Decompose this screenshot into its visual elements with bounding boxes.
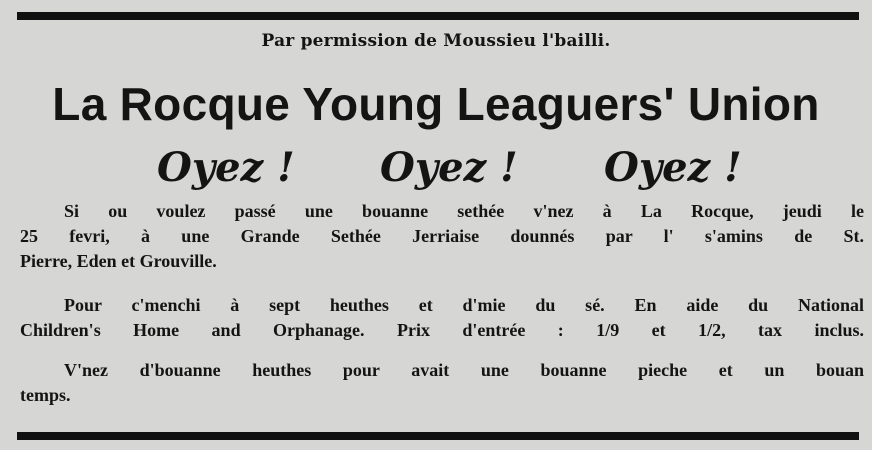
paragraph-invitation	[20, 199, 864, 274]
paragraph-line: Pierre, Eden et Grouville.	[20, 251, 217, 271]
paragraph-line: Pour c'menchi à sept heuthes et d'mie du sé. En aide du National	[64, 295, 864, 315]
oyez-call-3: Oyez !	[604, 144, 742, 191]
paragraph-line: temps.	[20, 385, 71, 405]
paragraph-line: 25 fevri, à une Grande Sethée Jerriaise dounnés par l' s'amins de St.	[20, 226, 864, 246]
oyez-row	[0, 142, 872, 194]
paragraph-line: Children's Home and Orphanage. Prix d'entrée : 1/9 et 1/2, tax inclus.	[20, 320, 864, 340]
oyez-call-2: Oyez !	[380, 144, 518, 191]
notice-kicker: Par permission de Moussieu l'bailli.	[261, 31, 611, 51]
paragraph-closing	[20, 358, 864, 408]
top-rule	[17, 12, 859, 20]
paragraph-line: Si ou voulez passé une bouanne sethée v'nez à La Rocque, jeudi le	[64, 201, 864, 221]
bottom-rule	[17, 432, 859, 440]
oyez-call-1: Oyez !	[157, 144, 295, 191]
paragraph-details	[20, 293, 864, 343]
notice-headline: La Rocque Young Leaguers' Union	[52, 78, 820, 130]
paragraph-line: V'nez d'bouanne heuthes pour avait une bouanne pieche et un bouan	[64, 360, 864, 380]
